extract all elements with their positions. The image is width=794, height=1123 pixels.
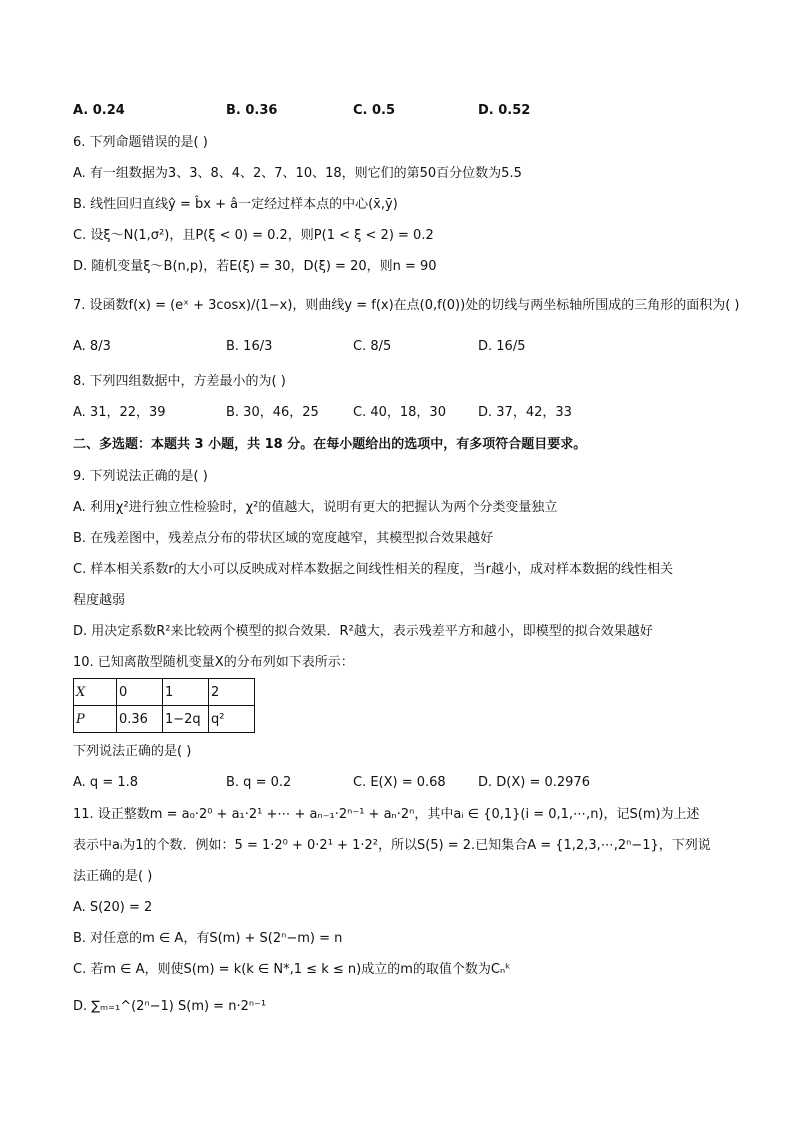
table-cell: q² [209, 706, 255, 733]
q7-option-b: B. 16/3 [226, 339, 273, 354]
q5-option-d: D. 0.52 [478, 103, 531, 118]
table-row [74, 706, 255, 733]
q10-after: 下列说法正确的是( ) [73, 744, 192, 759]
q8-option-a: A. 31，22，39 [73, 405, 166, 420]
table-cell: X [74, 679, 117, 706]
q10-option-c: C. E(X) = 0.68 [353, 775, 446, 790]
q6-option-b: B. 线性回归直线ŷ = b̂x + â一定经过样本点的中心(x̄,ȳ) [73, 197, 398, 212]
q11-option-d: D. ∑ₘ₌₁^(2ⁿ−1) S(m) = n·2ⁿ⁻¹ [73, 999, 267, 1014]
q9-option-a: A. 利用χ²进行独立性检验时，χ²的值越大，说明有更大的把握认为两个分类变量独立 [73, 500, 558, 515]
q5-option-a: A. 0.24 [73, 103, 125, 118]
q7-options [73, 338, 733, 356]
q5-option-c: C. 0.5 [353, 103, 396, 118]
q8-options [73, 404, 733, 422]
q10-stem: 10. 已知离散型随机变量X的分布列如下表所示： [73, 655, 354, 670]
q5-options [73, 102, 733, 120]
q8-option-b: B. 30，46，25 [226, 405, 319, 420]
q11-option-a: A. S(20) = 2 [73, 900, 153, 915]
q10-option-b: B. q = 0.2 [226, 775, 292, 790]
q6-option-a: A. 有一组数据为3、3、8、4、2、7、10、18，则它们的第50百分位数为5.5 [73, 166, 522, 181]
q6-option-d: D. 随机变量ξ～B(n,p)，若E(ξ) = 30，D(ξ) = 20，则n = 90 [73, 259, 437, 274]
q9-option-c-line1: C. 样本相关系数r的大小可以反映成对样本数据之间线性相关的程度，当r越小，成对样本数据的线性相关 [73, 562, 674, 577]
q9-stem: 9. 下列说法正确的是( ) [73, 469, 208, 484]
q11-stem-line1: 11. 设正整数m = a₀·2⁰ + a₁·2¹ +⋯ + aₙ₋₁·2ⁿ⁻¹ + aₙ·2ⁿ，其中aᵢ ∈ {0,1}(i = 0,1,⋯,n)，记S(m)为上述 [73, 807, 700, 822]
table-cell: 0.36 [117, 706, 163, 733]
table-cell: 1 [163, 679, 209, 706]
q7-option-c: C. 8/5 [353, 339, 392, 354]
table-cell: 0 [117, 679, 163, 706]
q7-option-a: A. 8/3 [73, 339, 111, 354]
q9-option-b: B. 在残差图中，残差点分布的带状区域的宽度越窄，其模型拟合效果越好 [73, 531, 494, 546]
q6-option-c: C. 设ξ～N(1,σ²)，且P(ξ < 0) = 0.2，则P(1 < ξ < 2) = 0.2 [73, 228, 434, 243]
table-cell: 1−2q [163, 706, 209, 733]
table-cell: P [74, 706, 117, 733]
q10-options [73, 774, 733, 792]
q7-option-d: D. 16/5 [478, 339, 526, 354]
q11-stem-line3: 法正确的是( ) [73, 869, 153, 884]
q7-stem: 7. 设函数f(x) = (eˣ + 3cosx)/(1−x)，则曲线y = f(x)在点(0,f(0))处的切线与两坐标轴所围成的三角形的面积为( ) [73, 298, 740, 313]
q9-option-d: D. 用决定系数R²来比较两个模型的拟合效果．R²越大，表示残差平方和越小，即模型的拟合效果越好 [73, 624, 653, 639]
q11-option-c: C. 若m ∈ A，则使S(m) = k(k ∈ N*,1 ≤ k ≤ n)成立的m的取值个数为Cₙᵏ [73, 962, 511, 977]
q6-stem: 6. 下列命题错误的是( ) [73, 135, 208, 150]
q9-option-c-line2: 程度越弱 [73, 593, 126, 608]
q10-option-a: A. q = 1.8 [73, 775, 139, 790]
q10-option-d: D. D(X) = 0.2976 [478, 775, 590, 790]
q11-stem-line2: 表示中aᵢ为1的个数．例如：5 = 1·2⁰ + 0·2¹ + 1·2²，所以S(5) = 2.已知集合A = {1,2,3,⋯,2ⁿ−1}，下列说 [73, 838, 711, 853]
q5-option-b: B. 0.36 [226, 103, 278, 118]
section-heading: 二、多选题：本题共 3 小题，共 18 分。在每小题给出的选项中，有多项符合题目要求。 [73, 437, 587, 452]
table-row [74, 679, 255, 706]
q8-option-d: D. 37，42，33 [478, 405, 572, 420]
q8-stem: 8. 下列四组数据中，方差最小的为( ) [73, 374, 286, 389]
table-cell: 2 [209, 679, 255, 706]
q8-option-c: C. 40，18，30 [353, 405, 446, 420]
distribution-table [73, 678, 255, 733]
q11-option-b: B. 对任意的m ∈ A，有S(m) + S(2ⁿ−m) = n [73, 931, 343, 946]
